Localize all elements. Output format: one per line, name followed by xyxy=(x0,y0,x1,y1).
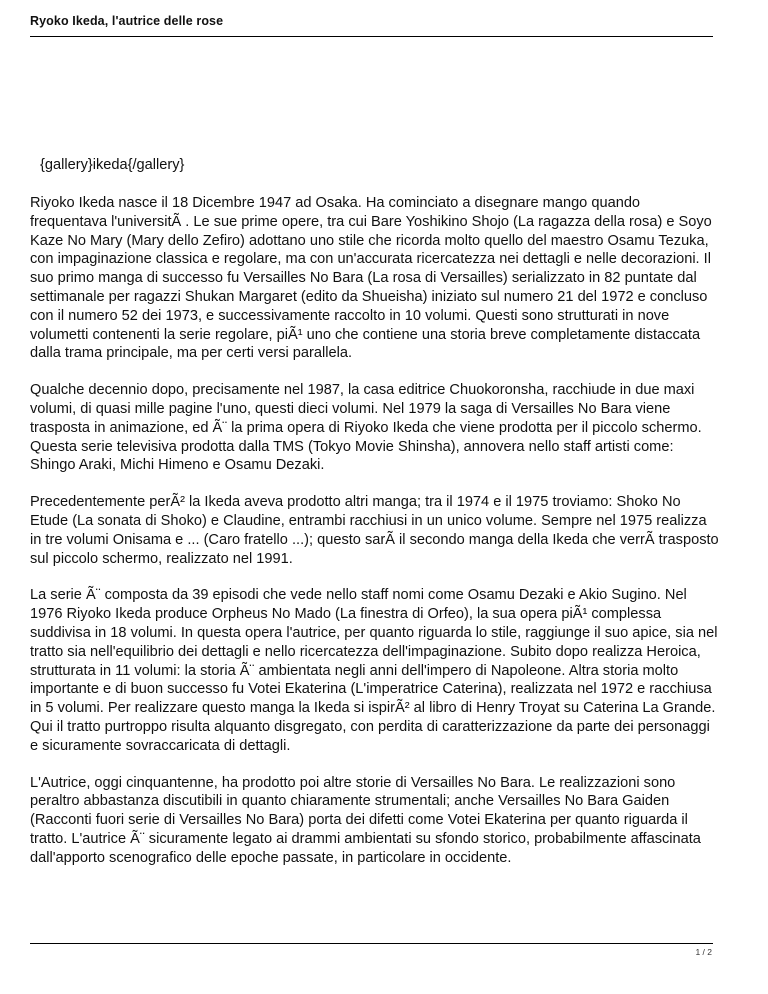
gallery-placeholder: {gallery}ikeda{/gallery} xyxy=(40,157,185,173)
paragraph-5: L'Autrice, oggi cinquantenne, ha prodotto poi altre storie di Versailles No Bara. Le realizzazioni sono peraltro abbastanza discutibili in quanto chiaramente strumentali; anche Versailles No Bara Gaiden (Racconti fuori serie di Versailles No Bara) porta dei difetti come Votei Ekaterina per quanto riguarda il tratto. L'autrice Ã¨ sicuramente legato ai drammi ambientati su sfondo storico, probabilmente affascinata dall'apporto scenografico delle epoche passate, in particolare in occidente. xyxy=(30,774,701,866)
footer-divider xyxy=(30,943,713,944)
paragraph-3: Precedentemente perÃ² la Ikeda aveva prodotto altri manga; tra il 1974 e il 1975 troviamo: Shoko No Etude (La sonata di Shoko) e Claudine, entrambi racchiusi in un unico volume. Sempre nel 1975 realizza in tre volumi Onisama e ... (Caro fratello ...); questo sarÃ il secondo manga della Ikeda che verrÃ trasposto sul piccolo schermo, realizzato nel 1991. xyxy=(30,494,719,567)
paragraph-4: La serie Ã¨ composta da 39 episodi che vede nello staff nomi come Osamu Dezaki e Akio Sugino. Nel 1976 Riyoko Ikeda produce Orpheus No Mado (La finestra di Orfeo), la sua opera piÃ¹ complessa suddivisa in 18 volumi. In questa opera l'autrice, per quanto riguarda lo stile, raggiunge il suo apice, sia nel tratto sia nell'equilibrio dei dettagli e nello ricercatezza dell'impaginazione. Subito dopo realizza Heroica, strutturata in 11 volumi: la storia Ã¨ ambientata negli anni dell'impero di Napoleone. Altra storia molto importante e di buon successo fu Votei Ekaterina (L'imperatrice Caterina), realizzata nel 1972 e racchiusa in 5 volumi. Per realizzare questo manga la Ikeda si ispirÃ² al libro di Henry Troyat su Caterina La Grande. Qui il tratto purtroppo risulta alquanto disgregato, con perdita di caratterizzazione da parte dei personaggi e sicuramente sovraccaricata di dettagli. xyxy=(30,587,718,754)
article-body xyxy=(30,194,720,886)
paragraph-1: Riyoko Ikeda nasce il 18 Dicembre 1947 ad Osaka. Ha cominciato a disegnare mango quando frequentava l'universitÃ . Le sue prime opere, tra cui Bare Yoshikino Shojo (La ragazza della rosa) e Soyo Kaze No Mary (Mary dello Zefiro) adottano uno stile che ricorda molto quello del maestro Osamu Tezuka, con impaginazione classica e regolare, ma con un'accurata ricercatezza nei dettagli e nelle decorazioni. Il suo primo manga di successo fu Versailles No Bara (La rosa di Versailles) serializzato in 82 puntate dal settimanale per ragazzi Shukan Margaret (edito da Shueisha) iniziato sul numero 21 del 1972 e concluso con il numero 52 dei 1973, e successivamente raccolto in 10 volumi. Questi sono strutturati in nove volumetti contenenti la serie regolare, piÃ¹ uno che contiene una storia breve completamente distaccata dalla trama principale, ma per certi versi parallela. xyxy=(30,195,712,362)
document-title: Ryoko Ikeda, l'autrice delle rose xyxy=(30,14,224,28)
page-number: 1 / 2 xyxy=(695,947,712,957)
paragraph-2: Qualche decennio dopo, precisamente nel 1987, la casa editrice Chuokoronsha, racchiude in due maxi volumi, di quasi mille pagine l'uno, questi dieci volumi. Nel 1979 la saga di Versailles No Bara viene trasposta in animazione, ed Ã¨ la prima opera di Riyoko Ikeda che viene prodotta per il piccolo schermo. Questa serie televisiva prodotta dalla TMS (Tokyo Movie Shinsha), annovera nello staff artisti come: Shingo Araki, Michi Himeno e Osamu Dezaki. xyxy=(30,382,702,474)
page-header xyxy=(30,12,713,37)
